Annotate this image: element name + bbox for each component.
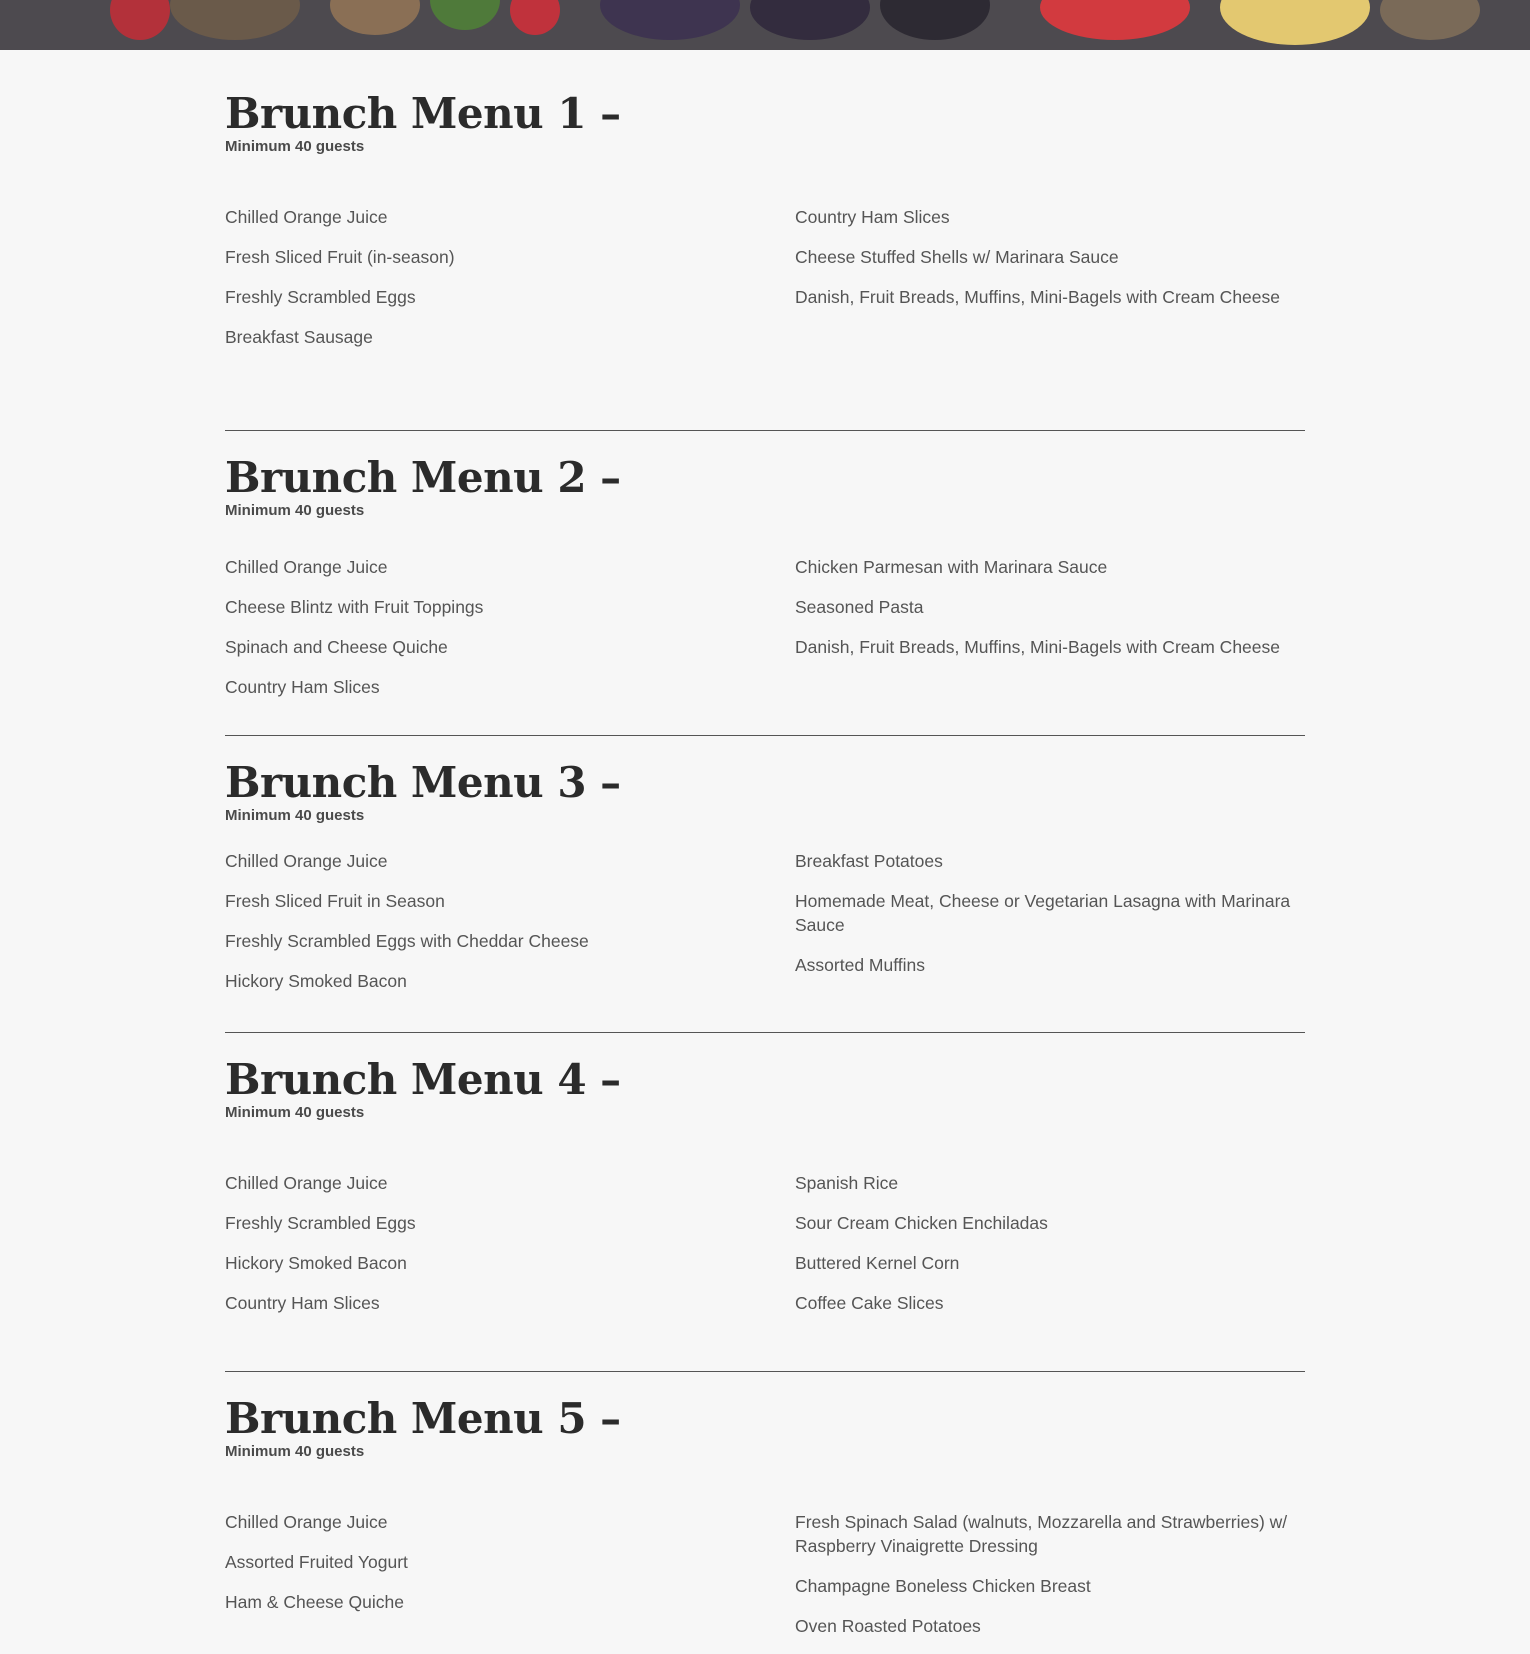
menu-item: Freshly Scrambled Eggs bbox=[225, 1213, 416, 1234]
menu-item: Chilled Orange Juice bbox=[225, 557, 388, 578]
menus-section bbox=[225, 50, 1305, 1654]
menu-item: Hickory Smoked Bacon bbox=[225, 1253, 407, 1274]
min-guests-note: Minimum 40 guests bbox=[225, 807, 365, 825]
menu-item: Freshly Scrambled Eggs with Cheddar Cheese bbox=[225, 931, 589, 952]
min-guests-note: Minimum 40 guests bbox=[225, 138, 365, 156]
menu-item: Cheese Stuffed Shells w/ Marinara Sauce bbox=[795, 247, 1119, 268]
menu-item: Oven Roasted Potatoes bbox=[795, 1616, 981, 1637]
menu-items-left bbox=[225, 1171, 795, 1331]
menu-item: Seasoned Pasta bbox=[795, 597, 924, 618]
menu-item: Spanish Rice bbox=[795, 1173, 899, 1194]
menu-item: Chilled Orange Juice bbox=[225, 851, 388, 872]
menu-title: Brunch Menu 4 – bbox=[225, 1055, 621, 1104]
menu-item: Country Ham Slices bbox=[225, 1293, 380, 1314]
menu-title: Brunch Menu 3 – bbox=[225, 758, 621, 807]
menu-items-left bbox=[225, 849, 795, 1009]
menu-block bbox=[225, 1033, 1305, 1371]
menu-item: Chilled Orange Juice bbox=[225, 1173, 388, 1194]
min-guests-note: Minimum 40 guests bbox=[225, 1104, 365, 1122]
menu-title: Brunch Menu 1 – bbox=[225, 89, 621, 138]
menu-item: Breakfast Sausage bbox=[225, 327, 373, 348]
menu-item: Country Ham Slices bbox=[225, 677, 380, 698]
menu-items-right bbox=[795, 205, 1305, 365]
menu-block bbox=[225, 736, 1305, 1032]
min-guests-note: Minimum 40 guests bbox=[225, 1443, 365, 1461]
menu-items-right bbox=[795, 849, 1305, 1009]
menu-item: Assorted Muffins bbox=[795, 955, 926, 976]
menu-item: Danish, Fruit Breads, Muffins, Mini-Bagels with Cream Cheese bbox=[795, 287, 1281, 308]
menu-items-right bbox=[795, 1171, 1305, 1331]
menu-item: Breakfast Potatoes bbox=[795, 851, 943, 872]
menu-item: Chilled Orange Juice bbox=[225, 1512, 388, 1533]
menu-item: Fresh Sliced Fruit (in-season) bbox=[225, 247, 455, 268]
menu-item: Fresh Spinach Salad (walnuts, Mozzarella and Strawberries) w/ Raspberry Vinaigrette Dressing bbox=[795, 1512, 1288, 1557]
menu-block bbox=[225, 1372, 1305, 1654]
menu-item: Assorted Fruited Yogurt bbox=[225, 1552, 408, 1573]
menu-item: Coffee Cake Slices bbox=[795, 1293, 944, 1314]
menu-items-left bbox=[225, 1510, 795, 1654]
menu-item: Spinach and Cheese Quiche bbox=[225, 637, 448, 658]
menu-item: Fresh Sliced Fruit in Season bbox=[225, 891, 445, 912]
menu-item: Freshly Scrambled Eggs bbox=[225, 287, 416, 308]
menu-item: Homemade Meat, Cheese or Vegetarian Lasagna with Marinara Sauce bbox=[795, 891, 1291, 936]
menu-item: Country Ham Slices bbox=[795, 207, 950, 228]
menu-items-right bbox=[795, 1510, 1305, 1654]
menu-item: Chicken Parmesan with Marinara Sauce bbox=[795, 557, 1108, 578]
hero-food-image bbox=[0, 0, 1530, 50]
menu-title: Brunch Menu 2 – bbox=[225, 453, 621, 502]
menu-item: Chilled Orange Juice bbox=[225, 207, 388, 228]
menu-item: Ham & Cheese Quiche bbox=[225, 1592, 404, 1613]
menu-item: Champagne Boneless Chicken Breast bbox=[795, 1576, 1091, 1597]
menu-item: Cheese Blintz with Fruit Toppings bbox=[225, 597, 484, 618]
menu-items-left bbox=[225, 555, 795, 715]
menu-block bbox=[225, 431, 1305, 735]
menu-items-right bbox=[795, 555, 1305, 715]
menu-block bbox=[225, 50, 1305, 430]
min-guests-note: Minimum 40 guests bbox=[225, 502, 365, 520]
menu-item: Sour Cream Chicken Enchiladas bbox=[795, 1213, 1048, 1234]
menu-item: Danish, Fruit Breads, Muffins, Mini-Bagels with Cream Cheese bbox=[795, 637, 1281, 658]
menu-items-left bbox=[225, 205, 795, 365]
menu-title: Brunch Menu 5 – bbox=[225, 1394, 621, 1443]
menu-item: Hickory Smoked Bacon bbox=[225, 971, 407, 992]
menu-item: Buttered Kernel Corn bbox=[795, 1253, 960, 1274]
